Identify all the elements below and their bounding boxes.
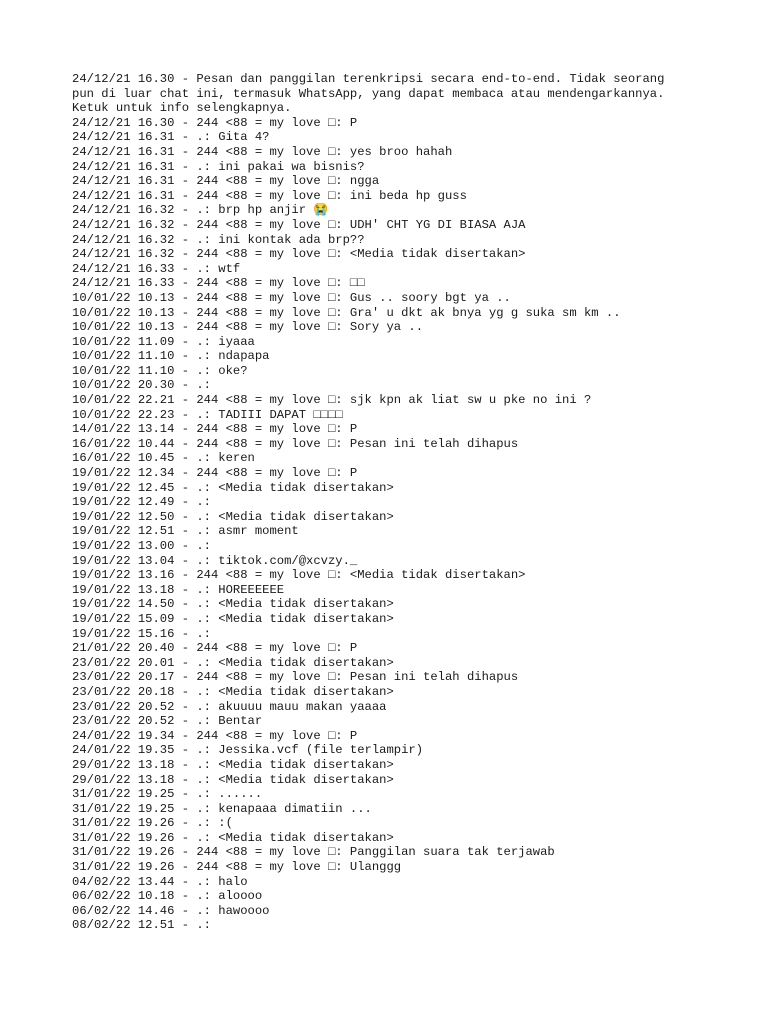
chat-message-line: 23/01/22 20.52 - .: akuuuu mauu makan yaaaa (72, 699, 387, 714)
chat-message-line: 19/01/22 12.51 - .: asmr moment (72, 524, 299, 539)
chat-message-line: 19/01/22 12.50 - .: <Media tidak disertakan> (72, 509, 394, 524)
chat-message-line: 31/01/22 19.26 - .: <Media tidak disertakan> (72, 830, 394, 845)
chat-message-line: 16/01/22 10.44 - 244 <88 = my love □: Pesan ini telah dihapus (72, 436, 519, 451)
chat-message-line: 19/01/22 15.16 - .: (72, 626, 211, 641)
encryption-notice-line: 24/12/21 16.30 - Pesan dan panggilan terenkripsi secara end-to-end. Tidak seorang (72, 72, 665, 86)
chat-message-line: 10/01/22 10.13 - 244 <88 = my love □: Gus .. soory bgt ya .. (72, 290, 511, 305)
chat-message-line: 29/01/22 13.18 - .: <Media tidak disertakan> (72, 757, 394, 772)
chat-message-line: 24/01/22 19.35 - .: Jessika.vcf (file terlampir) (72, 743, 424, 758)
chat-message-line: 24/01/22 19.34 - 244 <88 = my love □: P (72, 728, 358, 743)
chat-message-line: 19/01/22 13.18 - .: HOREEEEEE (72, 582, 285, 597)
chat-message-line: 06/02/22 10.18 - .: aloooo (72, 889, 263, 904)
chat-message-line: 10/01/22 22.21 - 244 <88 = my love □: sjk kpn ak liat sw u pke no ini ? (72, 393, 592, 408)
chat-message-line: 24/12/21 16.32 - .: brp hp anjir 😭 (72, 203, 329, 218)
chat-message-line: 23/01/22 20.52 - .: Bentar (72, 714, 263, 729)
chat-message-line: 10/01/22 10.13 - 244 <88 = my love □: Sory ya .. (72, 320, 424, 335)
chat-message-line: 31/01/22 19.26 - .: :( (72, 816, 233, 831)
chat-message-line: 24/12/21 16.31 - 244 <88 = my love □: ini beda hp guss (72, 188, 467, 203)
chat-message-line: 10/01/22 22.23 - .: TADIII DAPAT □□□□ (72, 407, 343, 422)
chat-message-line: 24/12/21 16.32 - 244 <88 = my love □: UDH' CHT YG DI BIASA AJA (72, 217, 526, 232)
chat-message-line: 10/01/22 20.30 - .: (72, 378, 211, 393)
chat-message-line: 31/01/22 19.26 - 244 <88 = my love □: Ulanggg (72, 860, 402, 875)
chat-message-line: 24/12/21 16.31 - .: Gita 4? (72, 130, 270, 145)
chat-message-line: 08/02/22 12.51 - .: (72, 918, 211, 933)
chat-message-line: 19/01/22 15.09 - .: <Media tidak disertakan> (72, 611, 394, 626)
chat-message-line: 31/01/22 19.25 - .: ...... (72, 787, 263, 802)
chat-message-line: 24/12/21 16.31 - .: ini pakai wa bisnis? (72, 159, 365, 174)
chat-message-line: 10/01/22 11.10 - .: oke? (72, 363, 248, 378)
chat-message-line: 24/12/21 16.31 - 244 <88 = my love □: ngga (72, 174, 380, 189)
chat-message-line: 24/12/21 16.31 - 244 <88 = my love □: yes broo hahah (72, 144, 453, 159)
chat-message-line: 24/12/21 16.32 - 244 <88 = my love □: <Media tidak disertakan> (72, 247, 526, 262)
chat-message-line: 24/12/21 16.30 - 244 <88 = my love □: P (72, 115, 358, 130)
chat-message-line: 24/12/21 16.33 - .: wtf (72, 261, 241, 276)
chat-message-line: 10/01/22 11.10 - .: ndapapa (72, 349, 270, 364)
encryption-notice-line: pun di luar chat ini, termasuk WhatsApp, yang dapat membaca atau mendengarkannya. (72, 86, 665, 101)
chat-message-line: 19/01/22 12.45 - .: <Media tidak disertakan> (72, 480, 394, 495)
chat-message-line: 23/01/22 20.17 - 244 <88 = my love □: Pesan ini telah dihapus (72, 670, 519, 685)
chat-message-line: 21/01/22 20.40 - 244 <88 = my love □: P (72, 641, 358, 656)
chat-message-line: 04/02/22 13.44 - .: halo (72, 874, 248, 889)
chat-message-line: 14/01/22 13.14 - 244 <88 = my love □: P (72, 422, 358, 437)
chat-log (72, 72, 712, 933)
chat-message-line: 24/12/21 16.33 - 244 <88 = my love □: □□ (72, 276, 365, 291)
chat-message-line: 29/01/22 13.18 - .: <Media tidak disertakan> (72, 772, 394, 787)
chat-message-line: 23/01/22 20.18 - .: <Media tidak disertakan> (72, 684, 394, 699)
chat-message-line: 19/01/22 14.50 - .: <Media tidak disertakan> (72, 597, 394, 612)
chat-message-line: 16/01/22 10.45 - .: keren (72, 451, 255, 466)
chat-message-line: 19/01/22 13.04 - .: tiktok.com/@xcvzy._ (72, 553, 358, 568)
chat-message-line: 10/01/22 11.09 - .: iyaaa (72, 334, 255, 349)
chat-message-line: 19/01/22 13.00 - .: (72, 539, 211, 553)
chat-message-line: 19/01/22 13.16 - 244 <88 = my love □: <Media tidak disertakan> (72, 568, 526, 583)
chat-message-line: 23/01/22 20.01 - .: <Media tidak disertakan> (72, 655, 394, 670)
chat-message-line: 06/02/22 14.46 - .: hawoooo (72, 903, 270, 918)
chat-message-line: 10/01/22 10.13 - 244 <88 = my love □: Gra' u dkt ak bnya yg g suka sm km .. (72, 305, 621, 320)
chat-message-line: 19/01/22 12.49 - .: (72, 495, 211, 510)
chat-message-line: 31/01/22 19.26 - 244 <88 = my love □: Panggilan suara tak terjawab (72, 845, 555, 860)
encryption-notice-line: Ketuk untuk info selengkapnya. (72, 101, 292, 116)
chat-message-line: 31/01/22 19.25 - .: kenapaaa dimatiin ... (72, 801, 372, 816)
chat-message-line: 24/12/21 16.32 - .: ini kontak ada brp?? (72, 232, 365, 247)
chat-message-line: 19/01/22 12.34 - 244 <88 = my love □: P (72, 466, 358, 481)
